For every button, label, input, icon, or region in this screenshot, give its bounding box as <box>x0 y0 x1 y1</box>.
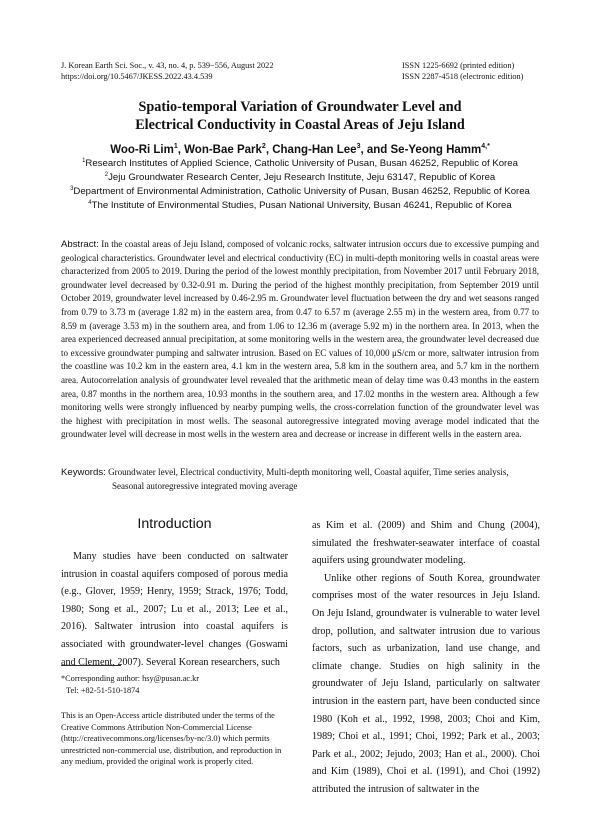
intro-paragraph-continued: as Kim et al. (2009) and Shim and Chung (2004), simulated the freshwater-seawater interface of coastal aquifers using groundwater modeling. <box>312 520 540 567</box>
issn-electronic: ISSN 2287-4518 (electronic edition) <box>402 72 524 81</box>
title-line-2: Electrical Conductivity in Coastal Areas of Jeju Island <box>135 117 465 133</box>
author-list <box>0 143 600 156</box>
affiliation: $^3$Department of Environmental Administration, Catholic University of Pusan, Busan 46252, Republic of Korea <box>70 185 530 198</box>
introduction-heading: Introduction <box>137 516 212 532</box>
left-column-text <box>61 548 288 671</box>
title-line-1: Spatio-temporal Variation of Groundwater Level and <box>138 99 462 115</box>
abstract <box>61 238 539 442</box>
abstract-text: In the coastal areas of Jeju Island, composed of volcanic rocks, saltwater intrusion occurs due to excessive pumping and geological characteristics. Groundwater level and electrical conductivity (EC) in multi-depth monitoring wells in coastal areas were characterized from 2005 to 2019. During the period of the lowest monthly precipitation, from November 2017 until February 2018, groundwater level decreased by 0.32-0.91 m. During the period of the highest monthly precipitation, from September 2019 until October 2019, groundwater level increased by 0.46-2.95 m. Groundwater level fluctuation between the dry and wet seasons ranged from 0.79 to 3.73 m (average 1.82 m) in the eastern area, from 0.47 to 6.57 m (average 2.55 m) in the western area, from 0.77 to 8.59 m (average 3.53 m) in the southern area, and from 1.06 to 12.36 m (average 5.92 m) in the northern area. In 2013, when the area experienced decreased annual precipitation, at some monitoring wells in the western area, the groundwater level decreased due to excessive groundwater pumping and saltwater intrusion. Based on EC values of 10,000 μS/cm or more, saltwater intrusion from the coastline was 10.2 km in the eastern area, 4.1 km in the western area, 5.8 km in the southern area, and 5.7 km in the northern area. Autocorrelation analysis of groundwater level revealed that the arithmetic mean of delay time was 0.43 months in the eastern area, 0.87 months in the northern area, 10.93 months in the southern area, and 17.02 months in the western area. Although a few monitoring wells were strongly influenced by nearby pumping wells, the cross-correlation function of the groundwater level was the highest with precipitation in most wells. The seasonal autoregressive integrated moving average model indicated that the groundwater level will decrease in most wells in the western area and decrease or increase in different wells in the eastern area. <box>61 239 539 440</box>
author: Chang-Han Lee$^3$, and <box>272 143 391 156</box>
author: Se-Yeong Hamm$^{4,*}$ <box>390 143 490 156</box>
affiliations <box>0 156 600 212</box>
paper-title <box>0 98 600 134</box>
affiliation: $^4$The Institute of Environmental Studies, Pusan National University, Busan 46241, Republic of Korea <box>88 199 512 212</box>
open-access-note: This is an Open-Access article distributed under the terms of the Creative Commons Attribution Non-Commercial License (http://creativecommons.org/licenses/by-nc/3.0) which permits unrestricted non-commercial use, distribution, and reproduction in any medium, provided the original work is properly cited. <box>61 711 282 766</box>
corresponding-email: *Corresponding author: hsy@pusan.ac.kr <box>61 674 200 683</box>
keywords-label: Keywords: <box>61 467 106 478</box>
issn-print: ISSN 1225-6692 (printed edition) <box>402 61 515 70</box>
corresponding-author-note <box>61 673 288 696</box>
footnote-divider <box>61 665 121 666</box>
journal-citation <box>61 60 273 82</box>
issn-block <box>402 60 523 82</box>
author: Woo-Ri Lim$^1$, <box>110 143 185 156</box>
corresponding-tel: Tel: +82-51-510-1874 <box>66 685 140 695</box>
abstract-label: Abstract: <box>61 239 99 250</box>
author: Won-Bae Park$^2$, <box>184 143 273 156</box>
intro-paragraph: Unlike other regions of South Korea, groundwater comprises most of the water resources in Jeju Island. On Jeju Island, groundwater is vulnerable to water level drop, pollution, and saltwater intrusion due to various factors, such as urbanization, land use change, and climate change. Studies on high salinity in the groundwater of Jeju Island, particularly on saltwater intrusion in the eastern part, have been conducted since 1980 (Koh et al., 1992, 1998, 2003; Choi and Kim, 1989; Choi et al., 1991; Choi, 1992; Park et al., 2003; Park et al., 2002; Jejudo, 2003; Han et al., 2000). Choi and Kim (1989), Choi et al. (1991), and Choi (1992) attributed the intrusion of saltwater in the <box>312 572 540 795</box>
keywords-text: Groundwater level, Electrical conductivity, Multi-depth monitoring well, Coastal aquifer, Time series analysis, Seasonal autoregressive integrated moving average <box>108 467 509 491</box>
right-column-text <box>312 517 540 799</box>
keywords <box>61 466 539 492</box>
intro-paragraph: Many studies have been conducted on saltwater intrusion in coastal aquifers composed of porous media (e.g., Glover, 1959; Henry, 1959; Strack, 1976; Todd, 1980; Song et al., 2007; Lu et al., 2013; Lee et al., 2016). Saltwater intrusion into coastal aquifers is associated with groundwater-level changes (Goswami and Clement, 2007). Several Korean researchers, such <box>61 551 288 668</box>
doi-link[interactable]: https://doi.org/10.5467/JKESS.2022.43.4.539 <box>61 72 213 81</box>
journal-line: J. Korean Earth Sci. Soc., v. 43, no. 4, p. 539−556, August 2022 <box>61 61 274 70</box>
affiliation: $^2$Jeju Groundwater Research Center, Jeju Research Institute, Jeju 63147, Republic of Korea <box>104 171 496 184</box>
affiliation: $^1$Research Institutes of Applied Science, Catholic University of Pusan, Busan 46252, Republic of Korea <box>82 158 518 170</box>
